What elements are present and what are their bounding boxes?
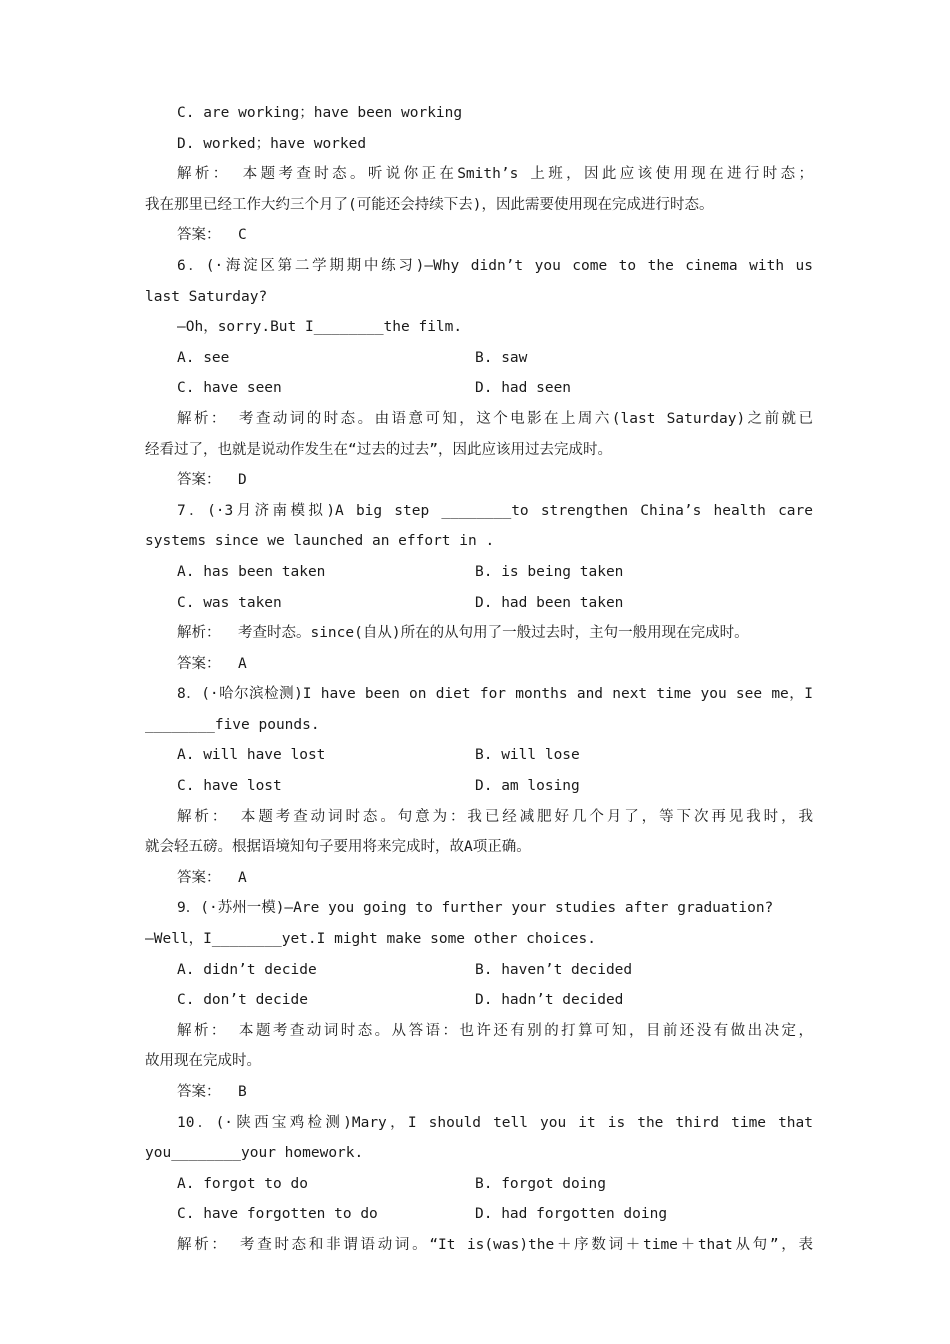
option-row (145, 955, 813, 986)
text-line: 解析： 考查动词的时态。由语意可知，这个电影在上周六(last Saturday)之前就已 (177, 410, 813, 427)
option-left: C. was taken (177, 594, 282, 611)
option-left: A. forgot to do (177, 1175, 308, 1192)
option-row (145, 373, 813, 404)
text-line: 解析： 考查时态。since(自从)所在的从句用了一般过去时，主句一般用现在完成时。 (177, 625, 749, 642)
option-left: A. didn’t decide (177, 961, 317, 978)
option-left: C. have forgotten to do (177, 1206, 378, 1223)
text-line: 就会轻五磅。根据语境知句子要用将来完成时，故A项正确。 (145, 839, 531, 856)
text-line: 解析： 考查时态和非谓语动词。“It is(was)the＋序数词＋time＋that从句”，表 (177, 1236, 813, 1253)
option-left: C. don’t decide (177, 992, 308, 1009)
text-line: 6．(·海淀区第二学期期中练习)—Why didn’t you come to the cinema with us (177, 257, 813, 274)
text-line: 解析： 本题考查时态。听说你正在Smith’s 上班，因此应该使用现在进行时态； (177, 166, 813, 183)
text-line: 7．(·3月济南模拟)A big step ________to strengthen China’s health care (177, 502, 813, 519)
text-line: you________your homework. (145, 1145, 364, 1162)
text-line: systems since we launched an effort in . (145, 533, 495, 550)
option-row (145, 1199, 813, 1230)
option-row (145, 588, 813, 619)
text-line: 8．(·哈尔滨检测)I have been on diet for months and next time you see me，I (177, 686, 813, 703)
option-left: C. have seen (177, 380, 282, 397)
option-row (145, 557, 813, 588)
text-line: 我在那里已经工作大约三个月了(可能还会持续下去)，因此需要使用现在完成进行时态。 (145, 196, 714, 213)
option-right: D. had seen (475, 380, 572, 397)
text-line: 故用现在完成时。 (145, 1053, 261, 1070)
option-right: B. forgot doing (475, 1175, 606, 1192)
option-row (145, 771, 813, 802)
option-right: B. saw (475, 349, 528, 366)
option-right: B. haven’t decided (475, 961, 633, 978)
option-row (145, 1169, 813, 1200)
option-right: D. had been taken (475, 594, 624, 611)
text-line: 答案： C (177, 227, 247, 244)
text-line: C. are working；have been working (177, 105, 463, 121)
document-page (145, 98, 813, 1261)
text-line: 10．(·陕西宝鸡检测)Mary，I should tell you it is the third time that (177, 1114, 813, 1131)
option-row (145, 740, 813, 771)
text-line: 答案： B (177, 1084, 247, 1100)
text-line: —Oh，sorry.But I________the film. (177, 319, 463, 336)
option-row (145, 343, 813, 374)
option-right: B. will lose (475, 747, 580, 764)
text-line: 答案： A (177, 655, 247, 672)
text-line: —Well，I________yet.I might make some other choices. (145, 931, 596, 948)
option-left: A. has been taken (177, 563, 326, 580)
text-line: 答案： D (177, 472, 247, 489)
option-right: D. am losing (475, 778, 580, 795)
text-line: 9．(·苏州一模)—Are you going to further your studies after graduation? (177, 900, 774, 917)
text-line: last Saturday? (145, 288, 268, 305)
text-line: 解析： 本题考查动词时态。句意为：我已经减肥好几个月了，等下次再见我时，我 (177, 808, 813, 825)
text-line: 经看过了，也就是说动作发生在“过去的过去”，因此应该用过去完成时。 (145, 441, 612, 458)
text-line: 解析： 本题考查动词时态。从答语：也许还有别的打算可知，目前还没有做出决定， (177, 1022, 813, 1039)
option-left: C. have lost (177, 778, 282, 795)
option-right: B. is being taken (475, 563, 624, 580)
option-left: A. will have lost (177, 747, 326, 764)
text-line: 答案： A (177, 869, 247, 886)
option-right: D. had forgotten doing (475, 1206, 668, 1223)
option-right: D. hadn’t decided (475, 992, 624, 1009)
option-row (145, 985, 813, 1016)
text-line: D. worked；have worked (177, 135, 367, 152)
text-line: ________five pounds. (145, 716, 320, 733)
option-left: A. see (177, 349, 230, 366)
